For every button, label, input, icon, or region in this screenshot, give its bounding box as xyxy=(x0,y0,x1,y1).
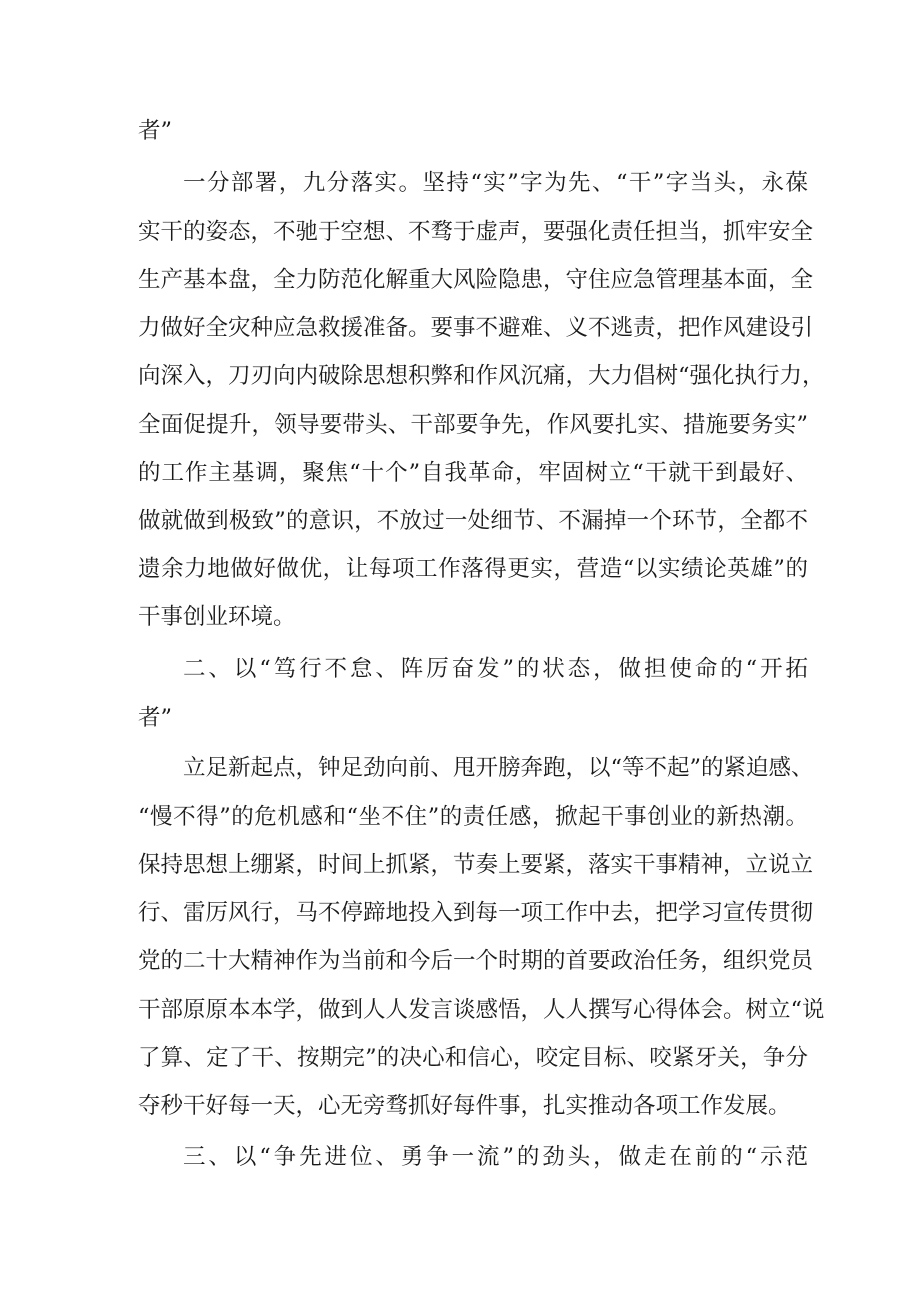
text-line: 党的二十大精神作为当前和今后一个时期的首要政治任务，组织党员 xyxy=(138,948,814,974)
text-line: 夺秒干好每一天，心无旁骛抓好每件事，扎实推动各项工作发展。 xyxy=(138,1093,791,1119)
section-heading: 三、以“争先进位、勇争一流”的劲头，做走在前的“示范 xyxy=(183,1144,808,1170)
text-line: 的工作主基调，聚焦“十个”自我革命，牢固树立“干就干到最好、 xyxy=(138,460,808,486)
text-line: 一分部署，九分落实。坚持“实”字为先、“干”字当头，永葆 xyxy=(183,170,808,196)
text-line: 实干的姿态，不驰于空想、不骛于虚声，要强化责任担当，抓牢安全 xyxy=(138,219,814,245)
text-line: 干事创业环境。 xyxy=(138,604,296,630)
text-line: 遗余力地做好做优，让每项工作落得更实，营造“以实绩论英雄”的 xyxy=(138,556,808,582)
text-line: 力做好全灾种应急救援准备。要事不避难、义不逃责，把作风建设引 xyxy=(138,315,814,341)
text-line: 向深入，刀刃向内破除思想积弊和作风沉痛，大力倡树“强化执行力， xyxy=(138,363,825,389)
text-line: 生产基本盘，全力防范化解重大风险隐患，守住应急管理基本面，全 xyxy=(138,267,814,293)
text-line: “慢不得”的危机感和“坐不住”的责任感，掀起干事创业的新热潮。 xyxy=(138,804,808,830)
text-line: 了算、定了干、按期完”的决心和信心，咬定目标、咬紧牙关，争分 xyxy=(138,1045,808,1071)
text-line: 全面促提升，领导要带头、干部要争先，作风要扎实、措施要务实” xyxy=(138,412,808,438)
text-line: 干部原原本本学，做到人人发言谈感悟，人人撰写心得体会。树立“说 xyxy=(138,997,825,1023)
section-heading: 二、以“笃行不怠、阵厉奋发”的状态，做担使命的“开拓 xyxy=(183,656,808,682)
section-heading: 者” xyxy=(138,705,173,731)
text-line: 保持思想上绷紧，时间上抓紧，节奏上要紧，落实干事精神，立说立 xyxy=(138,852,814,878)
text-line: 行、雷厉风行，马不停蹄地投入到每一项工作中去，把学习宣传贯彻 xyxy=(138,900,814,926)
text-line: 做就做到极致”的意识，不放过一处细节、不漏掉一个环节，全都不 xyxy=(138,508,808,534)
text-line: 者” xyxy=(138,118,173,144)
text-line: 立足新起点，钟足劲向前、甩开膀奔跑，以“等不起”的紧迫感、 xyxy=(183,755,814,781)
